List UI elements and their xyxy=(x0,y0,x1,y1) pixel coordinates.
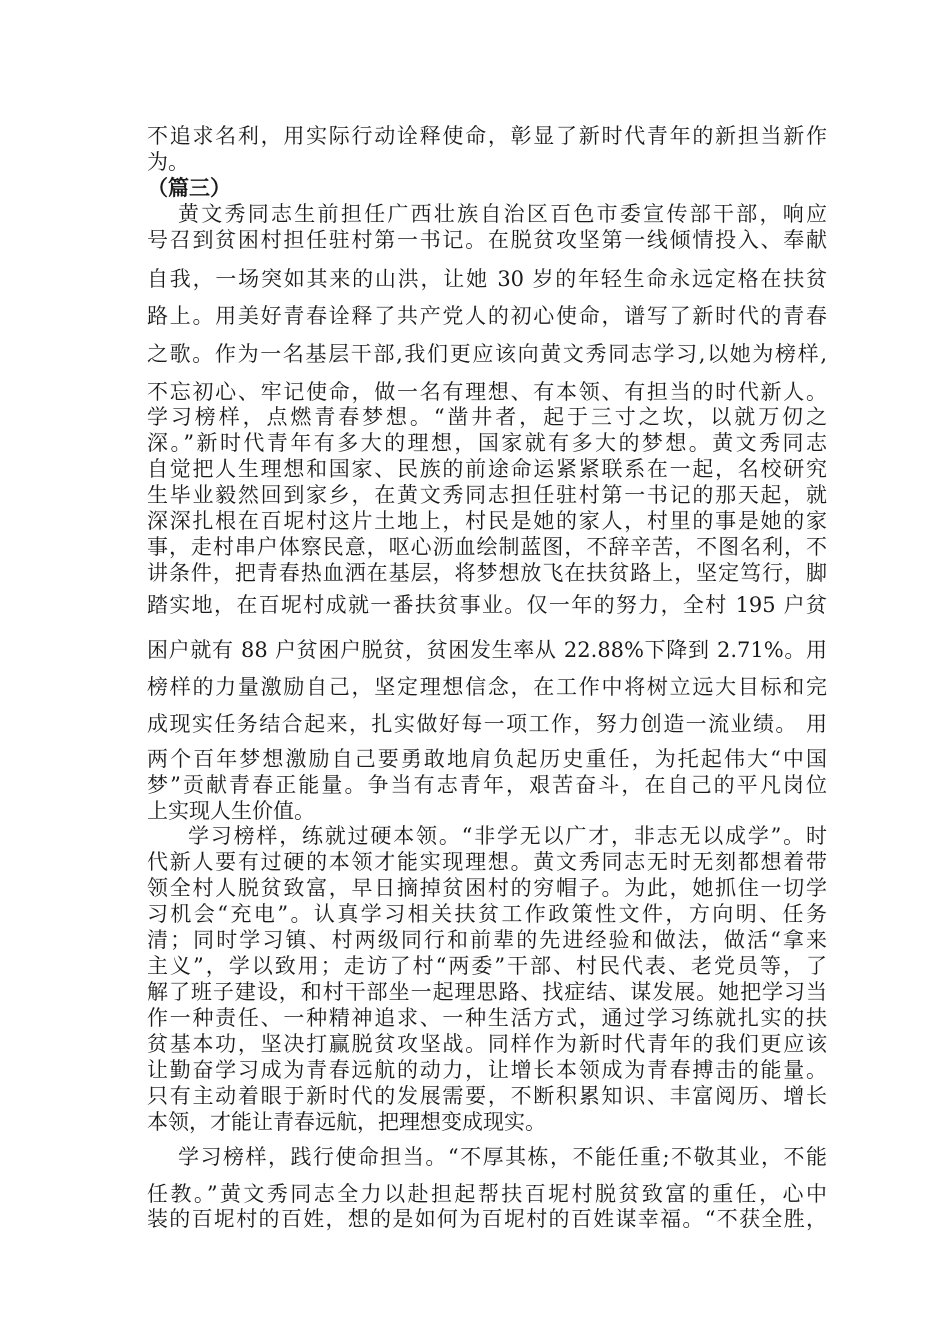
text-line: 不忘初心、牢记使命，做一名有理想、有本领、有担当的时代新人。 xyxy=(147,380,827,404)
text-line: 领全村人脱贫致富，早日摘掉贫困村的穷帽子。为此，她抓住一切学 xyxy=(147,876,827,900)
text-line: 事，走村串户体察民意，呕心沥血绘制蓝图，不辞辛苦，不图名利，不 xyxy=(147,535,827,559)
text-line: 之歌。作为一名基层干部,我们更应该向黄文秀同志学习,以她为榜样, xyxy=(147,342,827,366)
text-line: 主义”，学以致用；走访了村“两委”干部、村民代表、老党员等，了 xyxy=(147,954,827,978)
text-line: 作一种责任、一种精神追求、一种生活方式，通过学习练就扎实的扶 xyxy=(147,1006,827,1030)
paragraph-first-line: 学习榜样，练就过硬本领。“非学无以广才，非志无以成学”。时 xyxy=(188,824,827,848)
text-line: 清；同时学习镇、村两级同行和前辈的先进经验和做法，做活“拿来 xyxy=(147,928,827,952)
text-line: 让勤奋学习成为青春远航的动力，让增长本领成为青春搏击的能量。 xyxy=(147,1058,827,1082)
text-line: 不追求名利，用实际行动诠释使命，彰显了新时代青年的新担当新作 xyxy=(147,124,827,148)
text-line: 本领，才能让青春远航，把理想变成现实。 xyxy=(147,1110,546,1134)
text-line: 榜样的力量激励自己，坚定理想信念，在工作中将树立远大目标和完 xyxy=(147,675,827,699)
text-line: 贫基本功，坚决打赢脱贫攻坚战。同样作为新时代青年的我们更应该 xyxy=(147,1032,827,1056)
text-line: 深。”新时代青年有多大的理想，国家就有多大的梦想。黄文秀同志 xyxy=(147,431,827,455)
text-line: 习机会“充电”。认真学习相关扶贫工作政策性文件，方向明、任务 xyxy=(147,902,827,926)
text-line: 成现实任务结合起来，扎实做好每一项工作，努力创造一流业绩。 用 xyxy=(147,712,827,736)
text-line: 自觉把人生理想和国家、民族的前途命运紧紧联系在一起，名校研究 xyxy=(147,457,827,481)
text-line: 只有主动着眼于新时代的发展需要，不断积累知识、丰富阅历、增长 xyxy=(147,1084,827,1108)
text-line: 深深扎根在百坭村这片土地上，村民是她的家人，村里的事是她的家 xyxy=(147,509,827,533)
text-line: 讲条件，把青春热血洒在基层，将梦想放飞在扶贫路上，坚定笃行，脚 xyxy=(147,561,827,585)
text-line: 装的百坭村的百姓，想的是如何为百坭村的百姓谋幸福。“不获全胜， xyxy=(147,1207,827,1231)
text-line: 上实现人生价值。 xyxy=(147,799,315,823)
paragraph-first-line: 学习榜样，践行使命担当。“不厚其栋，不能任重;不敬其业，不能 xyxy=(178,1145,827,1169)
text-line: 困户就有 88 户贫困户脱贫，贫困发生率从 22.88%下降到 2.71%。用 xyxy=(147,638,827,662)
text-line: 生毕业毅然回到家乡，在黄文秀同志担任驻村第一书记的那天起，就 xyxy=(147,483,827,507)
text-line: 解了班子建设，和村干部坐一起理思路、找症结、谋发展。她把学习当 xyxy=(147,980,827,1004)
text-line: 为。 xyxy=(147,150,189,174)
text-line: 梦”贡献青春正能量。争当有志青年，艰苦奋斗，在自己的平凡岗位 xyxy=(147,773,827,797)
paragraph-first-line: 黄文秀同志生前担任广西壮族自治区百色市委宣传部干部，响应 xyxy=(178,202,827,226)
text-line: 路上。用美好青春诠释了共产党人的初心使命，谱写了新时代的青春 xyxy=(147,304,827,328)
paragraph-first-line: 学习榜样，点燃青春梦想。“凿井者，起于三寸之坎，以就万仞之 xyxy=(147,405,827,429)
text-line: 踏实地，在百坭村成就一番扶贫事业。仅一年的努力，全村 195 户贫 xyxy=(147,593,827,617)
text-line: 任教。”黄文秀同志全力以赴担起帮扶百坭村脱贫致富的重任，心中 xyxy=(147,1182,827,1206)
text-line: 代新人要有过硬的本领才能实现理想。黄文秀同志无时无刻都想着带 xyxy=(147,850,827,874)
section-heading: （篇三） xyxy=(147,175,231,200)
text-line: 两个百年梦想激励自己要勇敢地肩负起历史重任，为托起伟大“中国 xyxy=(147,747,827,771)
text-line: 号召到贫困村担任驻村第一书记。在脱贫攻坚第一线倾情投入、奉献 xyxy=(147,228,827,252)
text-line: 自我，一场突如其来的山洪，让她 30 岁的年轻生命永远定格在扶贫 xyxy=(147,267,827,291)
